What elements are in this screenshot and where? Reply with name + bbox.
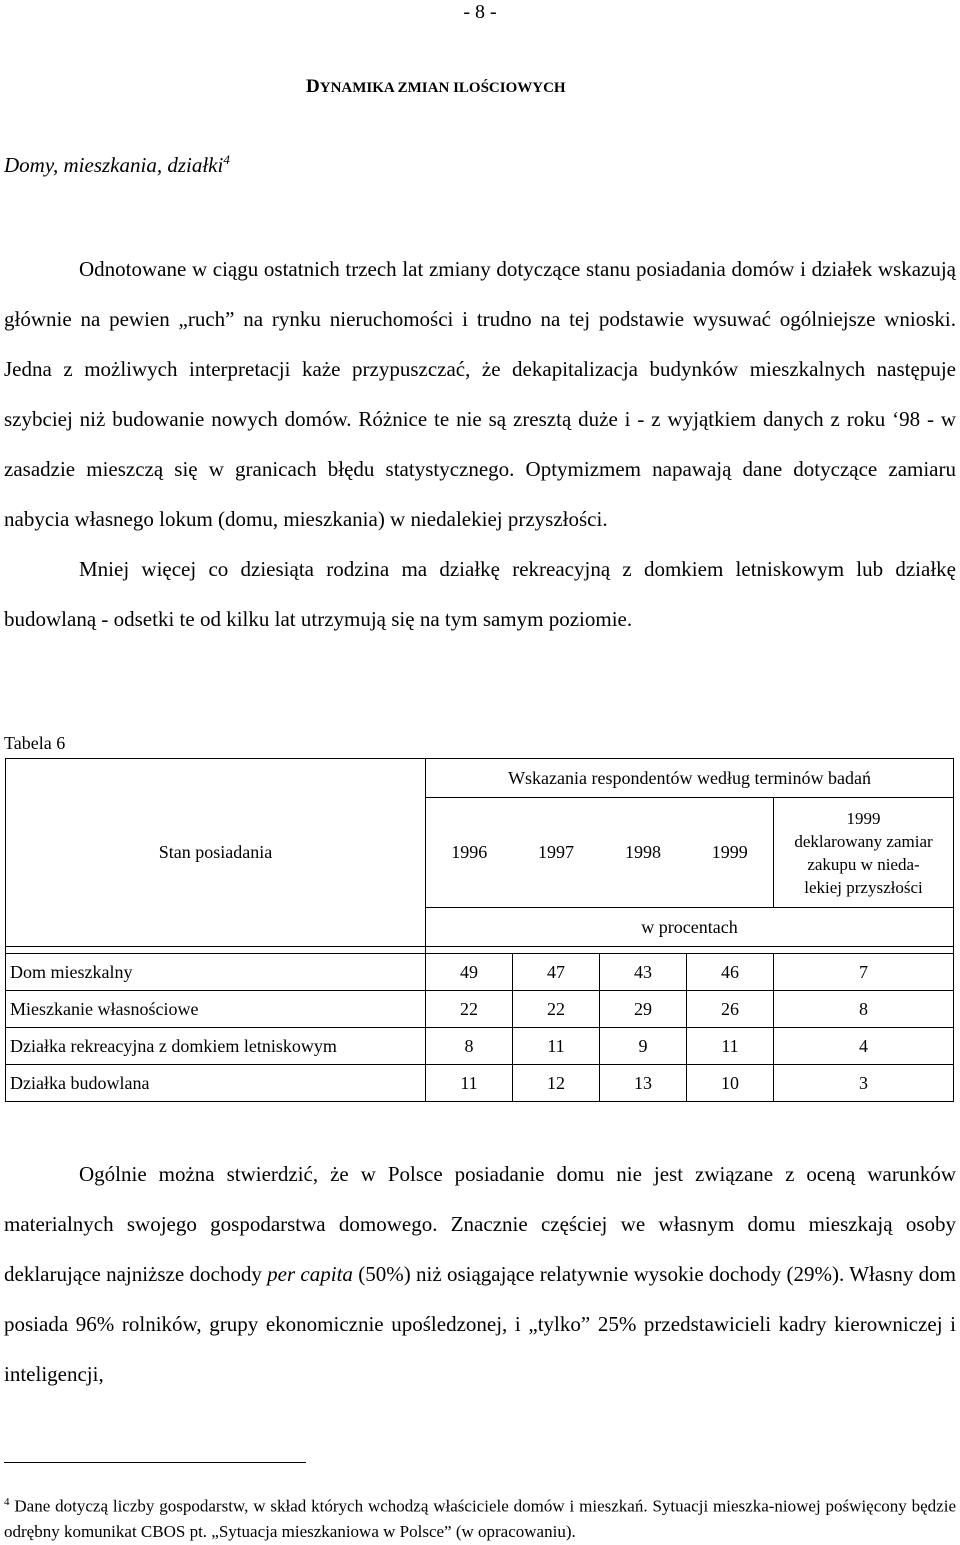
table-row (6, 1028, 954, 1065)
row-label: Działka rekreacyjna z domkiem letniskowym (6, 1028, 426, 1065)
table-cell: 43 (600, 954, 687, 991)
paragraph: Mniej więcej co dziesiąta rodzina ma działkę rekreacyjną z domkiem letniskowym lub działkę budowlaną - odsetki te od kilku lat utrzymują się na tym samym poziomie. (4, 557, 956, 631)
closing-text-part: (50%) niż osiągające relatywnie wysokie dochody (29%). Własny dom posiada 96% rolników, grupy ekonomicznie upośledzonej, i „tylko” 25% przedstawicieli kadry kierowniczej i inteligencji, (4, 1262, 956, 1386)
table-frame (5, 758, 953, 1107)
group-header: Wskazania respondentów według terminów badań (426, 759, 954, 798)
unit-label: w procentach (426, 908, 954, 947)
data-table (5, 758, 954, 1102)
table-cell: 3 (774, 1065, 954, 1102)
footnote-marker: 4 (4, 1496, 10, 1508)
paragraph (4, 1149, 956, 1399)
section-heading-initial: D (306, 76, 320, 97)
table-caption: Tabela 6 (4, 733, 66, 753)
year-header: 1997 (513, 798, 600, 908)
table-cell: 46 (687, 954, 774, 991)
row-label: Działka budowlana (6, 1065, 426, 1102)
table-cell: 29 (600, 991, 687, 1028)
subheading (4, 152, 230, 178)
table-cell: 22 (426, 991, 513, 1028)
footnote-divider (4, 1462, 306, 1463)
table-cell: 8 (426, 1028, 513, 1065)
stub-header: Stan posiadania (6, 759, 426, 947)
table-cell: 22 (513, 991, 600, 1028)
table-cell: 49 (426, 954, 513, 991)
row-label: Mieszkanie własnościowe (6, 991, 426, 1028)
table-cell: 13 (600, 1065, 687, 1102)
table-cell: 11 (687, 1028, 774, 1065)
latin-term: per capita (267, 1262, 353, 1286)
year-header: 1996 (426, 798, 513, 908)
closing-text-part: Ogólnie można stwierdzić, że w Polsce posiadanie domu nie jest związane z oceną warunków materialnych swojego gospodarstwa domowego. Znacznie częściej we własnym domu mieszkają osoby deklarujące najniższe dochody (4, 1162, 956, 1286)
year-header: 1999 (687, 798, 774, 908)
page-number: - 8 - (463, 1, 497, 23)
table-cell: 11 (426, 1065, 513, 1102)
footnote-text: Dane dotyczą liczby gospodarstw, w skład których wchodzą właściciele domów i mieszkań. Sytuacji mieszka-niowej poświęcony będzie odrębny komunikat CBOS pt. „Sytuacja mieszkaniowa w Polsce” (w opracowaniu). (4, 1496, 956, 1541)
footnote (4, 1490, 956, 1544)
intro-text (4, 244, 956, 644)
closing-text (4, 1149, 956, 1399)
paragraph: Odnotowane w ciągu ostatnich trzech lat zmiany dotyczące stanu posiadania domów i działek wskazują głównie na pewien „ruch” na rynku nieruchomości i trudno na tej podstawie wysuwać ogólniejsze wnioski. Jedna z możliwych interpretacji każe przypuszczać, że dekapitalizacja budynków mieszkalnych następuje szybciej niż budowanie nowych domów. Różnice te nie są zresztą duże i - z wyjątkiem danych z roku ‘98 - w zasadzie mieszczą się w granicach błędu statystycznego. Optymizmem napawają dane dotyczące zamiaru nabycia własnego lokum (domu, mieszkania) w niedalekiej przyszłości. (4, 257, 956, 531)
table-cell: 11 (513, 1028, 600, 1065)
table-cell: 9 (600, 1028, 687, 1065)
table-cell: 47 (513, 954, 600, 991)
table-row (6, 954, 954, 991)
footnote-reference: 4 (223, 152, 230, 167)
section-heading (306, 76, 566, 98)
table-row (6, 991, 954, 1028)
table-cell: 12 (513, 1065, 600, 1102)
table-cell: 8 (774, 991, 954, 1028)
table-row (6, 1065, 954, 1102)
table-cell: 7 (774, 954, 954, 991)
subheading-text: Domy, mieszkania, działki (4, 153, 224, 177)
table-cell: 4 (774, 1028, 954, 1065)
table-cell: 26 (687, 991, 774, 1028)
row-label: Dom mieszkalny (6, 954, 426, 991)
section-heading-rest: YNAMIKA ZMIAN ILOŚCIOWYCH (319, 80, 566, 96)
intent-column-header: 1999 deklarowany zamiar zakupu w nieda- lekiej przyszłości (774, 798, 954, 908)
year-header: 1998 (600, 798, 687, 908)
table-cell: 10 (687, 1065, 774, 1102)
